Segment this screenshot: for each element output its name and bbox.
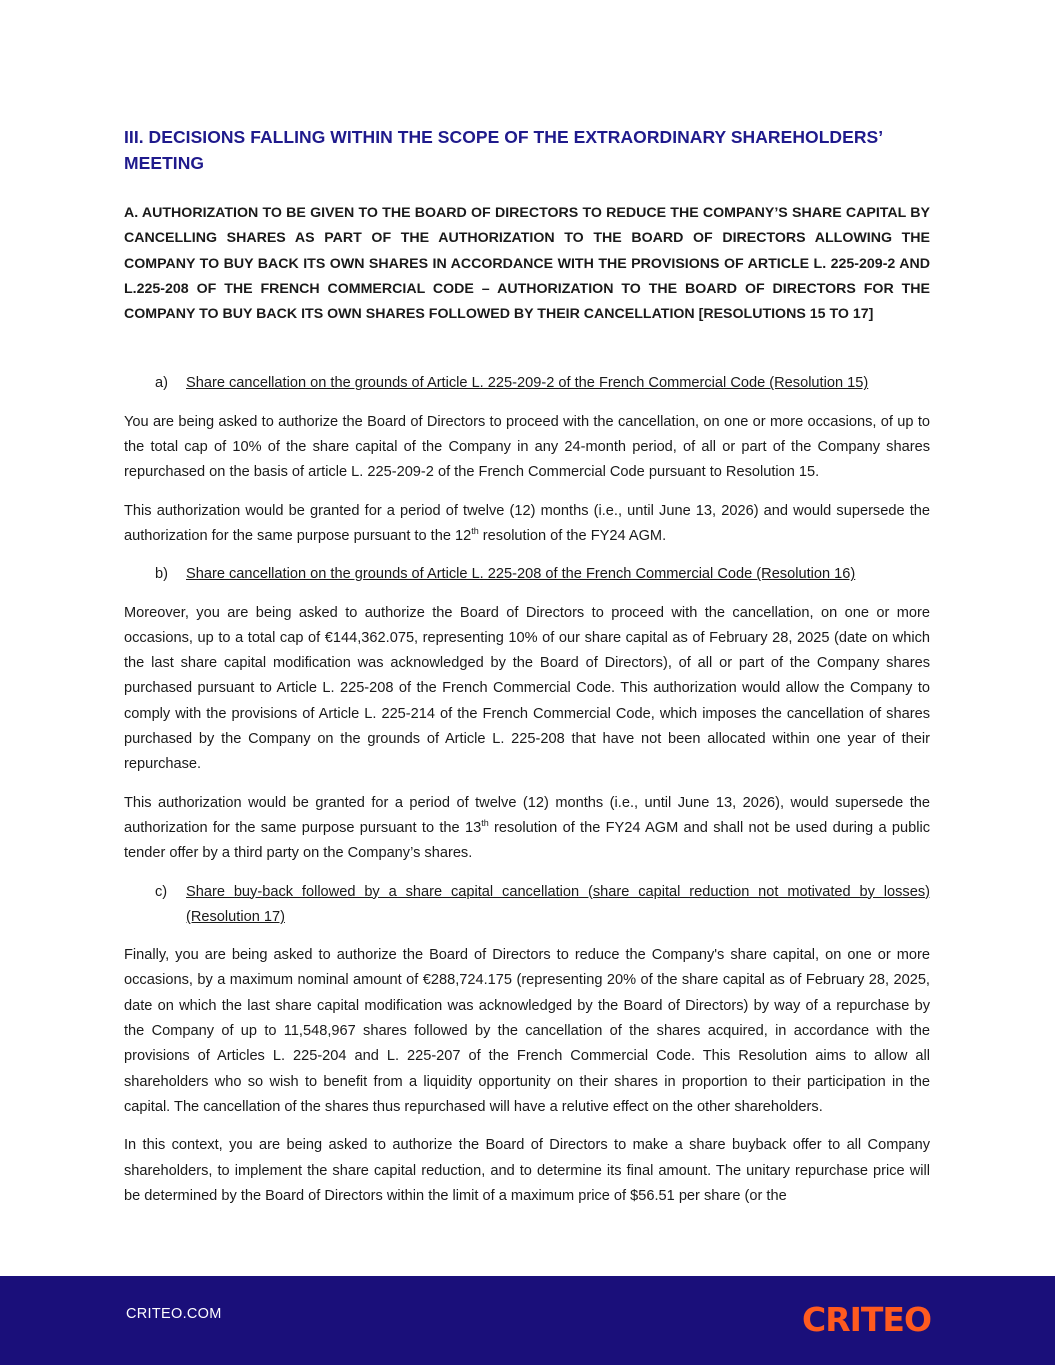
subsection-title: A. AUTHORIZATION TO BE GIVEN TO THE BOARD OF DIRECTORS TO REDUCE THE COMPANY’S SHARE CAPITAL BY CANCELLING SHARES AS PART OF THE AUTHORIZATION TO THE BOARD OF DIRECTORS ALLOWING THE COMPANY TO BUY BACK ITS OWN SHARES IN ACCORDANCE WITH THE PROVISIONS OF ARTICLE L. 225-209-2 AND L.225-208 OF THE FRENCH COMMERCIAL CODE – AUTHORIZATION TO THE BOARD OF DIRECTORS FOR THE COMPANY TO BUY BACK ITS OWN SHARES FOLLOWED BY THEIR CANCELLATION [RESOLUTIONS 15 TO 17] (124, 205, 930, 323)
page-footer (0, 1276, 1055, 1365)
paragraph-text: resolution of the FY24 AGM and shall not be used during a public tender offer by a third party on the Company’s shares. (124, 819, 930, 862)
paragraph: Moreover, you are being asked to authorize the Board of Directors to proceed with the cancellation, on one or more occasions, up to a total cap of €144,362.075, representing 10% of our share capital as of February 28, 2025 (date on which the last share capital modification was acknowledged by the Board of Directors), of all or part of the Company shares purchased pursuant to Article L. 225-208 of the French Commercial Code. This authorization would allow the Company to comply with the provisions of Article L. 225-214 of the French Commercial Code, which imposes the cancellation of shares purchased by the Company on the grounds of Article L. 225-208 that have not been allocated within one year of their repurchase. (124, 604, 930, 773)
section-title: III. DECISIONS FALLING WITHIN THE SCOPE OF THE EXTRAORDINARY SHAREHOLDERS’ MEETING (124, 127, 883, 173)
superscript: th (481, 818, 489, 829)
list-item-title: Share buy-back followed by a share capital cancellation (share capital reduction not motivated by losses) (Resolution 17) (186, 883, 930, 925)
paragraph (124, 499, 930, 550)
paragraph: You are being asked to authorize the Board of Directors to proceed with the cancellation, on one or more occasions, of up to the total cap of 10% of the share capital of the Company in any 24-month period, of all or part of the Company shares repurchased on the basis of article L. 225-209-2 of the French Commercial Code pursuant to Resolution 15. (124, 413, 930, 481)
paragraph-text: This authorization would be granted for a period of twelve (12) months (i.e., until June 13, 2026), would supersede the authorization for the same purpose pursuant to the 13 (124, 794, 930, 836)
paragraph (124, 791, 930, 867)
list-item-b (124, 562, 930, 587)
list-marker: a) (155, 375, 168, 392)
spacer (124, 327, 930, 371)
paragraph: Finally, you are being asked to authorize the Board of Directors to reduce the Company's share capital, on one or more occasions, by a maximum nominal amount of €288,724.175 (representing 20% of the share capital as of February 28, 2025, date on which the last share capital modification was acknowledged by the Board of Directors) by way of a repurchase by the Company of up to 11,548,967 shares followed by the cancellation of the shares acquired, in accordance with the provisions of Articles L. 225-204 and L. 225-207 of the French Commercial Code. This Resolution aims to allow all shareholders who so wish to benefit from a liquidity opportunity on their shares in proportion to their participation in the capital. The cancellation of the shares thus repurchased will have a relutive effect on the other shareholders. (124, 947, 930, 1115)
paragraph-text: resolution of the FY24 AGM. (478, 527, 667, 544)
superscript: th (471, 526, 479, 537)
list-item-c (124, 880, 930, 931)
document-body (124, 124, 930, 1222)
footer-website-link[interactable]: CRITEO.COM (126, 1306, 222, 1322)
paragraph-text: This authorization would be granted for a period of twelve (12) months (i.e., until June 13, 2026) and would supersede the authorization for the same purpose pursuant to the 12 (124, 502, 930, 544)
list-item-title: Share cancellation on the grounds of Article L. 225-209-2 of the French Commercial Code (Resolution 15) (186, 375, 869, 392)
criteo-logo: CRITEO (802, 1300, 932, 1339)
list-marker: b) (155, 566, 168, 583)
list-item-title: Share cancellation on the grounds of Article L. 225-208 of the French Commercial Code (Resolution 16) (186, 566, 856, 583)
list-marker: c) (155, 883, 168, 900)
list-item-a (124, 371, 930, 396)
paragraph: In this context, you are being asked to authorize the Board of Directors to make a share buyback offer to all Company shareholders, to implement the share capital reduction, and to determine its final amount. The unitary repurchase price will be determined by the Board of Directors within the limit of a maximum price of $56.51 per share (or the (124, 1137, 930, 1204)
